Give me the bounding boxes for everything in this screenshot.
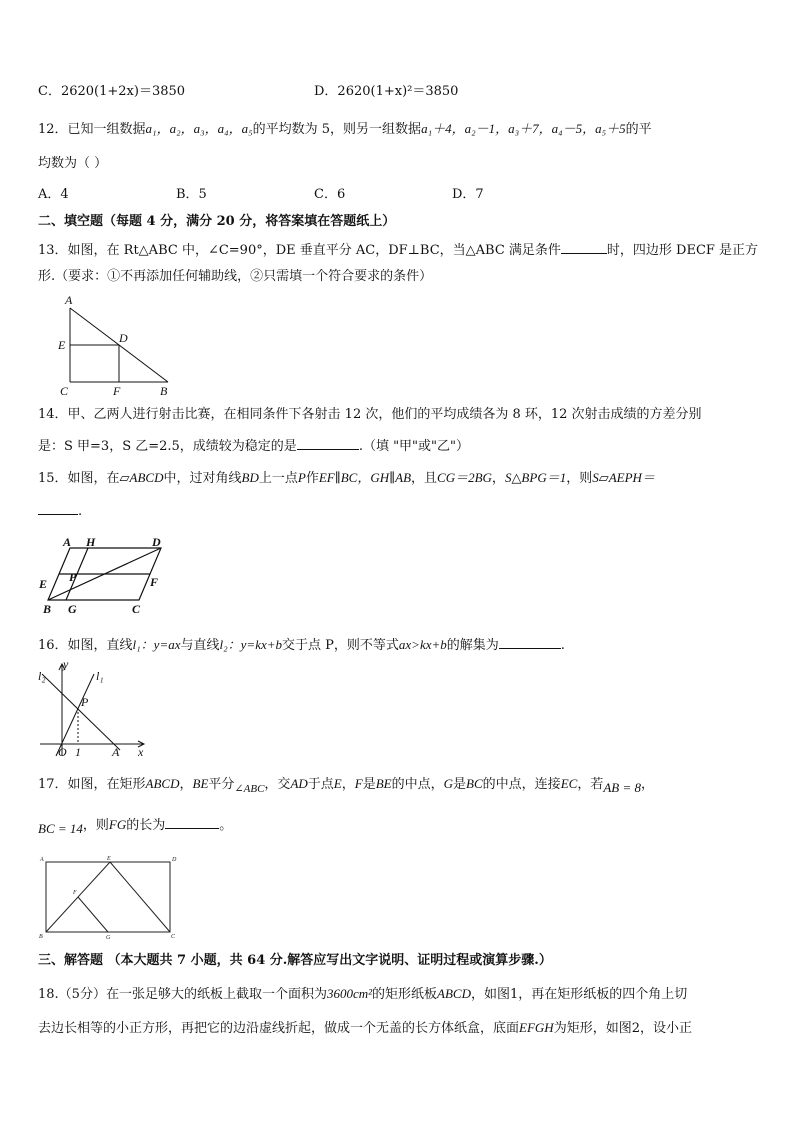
q17-e: E [333,776,342,791]
q12-option-b: B．5 [176,187,207,202]
q15-text-e: ，且 [411,471,438,486]
q18-text-d: 去边长相等的小正方形，再把它的边沿虚线折起，做成一个无盖的长方体纸盒，底面 [38,1021,520,1036]
q17-fg: FG [108,817,127,832]
q18-text-b: 的矩形纸板 [372,987,438,1002]
q18-abcd: ABCD [437,986,471,1001]
q17-ec: EC [560,776,578,791]
q16-l2: l₂：y=kx+b [219,637,283,652]
q17-be2: BE [375,776,392,791]
q15-ef-gh: EF∥BC，GH∥AB [318,470,412,485]
q18-efgh: EFGH [519,1020,554,1035]
q17-bc14: BC = 14 [38,821,83,836]
q15-text-c: 上一点 [258,471,298,486]
q16-line-l2 [42,674,120,750]
q15-figure [36,534,171,618]
q17-text-e: 于点 [307,777,334,792]
q11-option-c: C．2620(1+2x)＝3850 [38,84,186,99]
q15-text-a: 15．如图，在 [38,471,120,486]
q12-data1: a₁，a₂，a₃，a₄，a₅ [145,121,253,136]
q14-text-a: 是：S 甲=3，S 乙=2.5，成绩较为稳定的是 [38,439,297,454]
q17-rectangle [46,862,170,932]
q18-line2 [38,1020,692,1037]
q15-label-e: E [39,577,48,591]
q15-label-p: P [69,570,77,584]
q12-text-a: 12．已知一组数据 [38,122,146,137]
q13-label-e: E [58,338,66,352]
q16-figure [34,658,154,758]
q15-text-b: 中，过对角线 [163,471,242,486]
q15-text-g: ，则 [566,471,593,486]
q13-figure [52,292,182,402]
q17-bc: BC [466,776,483,791]
q17-ab8: AB = 8 [603,780,641,795]
q15-label-f: F [150,575,159,589]
q18-area: 3600cm² [326,986,373,1001]
q15-label-c: C [132,602,141,616]
q13-line2: 形.（要求：①不再添加任何辅助线，②只需填一个符合要求的条件） [38,269,433,284]
q15-label-h: H [86,535,96,549]
q16-answer-blank [499,636,561,649]
q15-s1: S△BPG＝1 [504,470,567,485]
q15-parallelogram: ▱ABCD [119,470,164,485]
q17-g: G [443,776,454,791]
q13-text-a: 13．如图，在 Rt△ABC 中，∠C=90°，DE 垂直平分 AC，DF⊥BC，当△ABC 满足条件 [38,243,561,258]
q17-line-fg [78,897,108,932]
q17-be: BE [192,776,209,791]
q14-text-b: .（填 "甲"或"乙"） [358,439,469,454]
q17-text-h: 的中点， [391,777,444,792]
q17-ad: AD [290,776,308,791]
q17-text-n: 的长为 [126,818,166,833]
q15-line2 [38,502,82,520]
q13-label-c: C [60,384,69,398]
section-3-heading: 三、解答题 （本大题共 7 小题，共 64 分.解答应写出文字说明、证明过程或演算步骤.） [38,953,552,968]
q18-line1 [38,986,687,1003]
q15-bd: BD [241,470,259,485]
q15-text-f: ， [491,471,505,486]
q17-label-b: B [39,934,43,940]
q17-text-d: ，交 [264,777,291,792]
q16-text-a: 16．如图，直线 [38,638,133,653]
q12-text-c: 的平 [625,122,652,137]
q17-label-g: G [106,935,111,941]
q16-label-1: 1 [75,745,81,758]
q17-f: F [354,776,363,791]
q16-label-l2: l₂ [38,669,46,683]
q16-label-p: P [81,695,89,709]
q12-line2: 均数为（ ） [38,156,108,171]
q17-label-c: C [171,934,176,940]
q14-line1: 14．甲、乙两人进行射击比赛，在相同条件下各射击 12 次，他们的平均成绩各为 8 环，12 次射击成绩的方差分别 [38,407,702,422]
q17-text-b: ， [179,777,193,792]
q15-text-d: 作 [305,471,319,486]
q17-text-j: 的中点，连接 [482,777,561,792]
q13-label-d: D [119,331,128,345]
q15-line1 [38,470,655,487]
q17-label-e: E [107,856,111,862]
q13-text-b: 时，四边形 DECF 是正方 [606,243,759,258]
q16-label-a: A [112,745,120,758]
q17-answer-blank [165,816,219,829]
q15-p: P [297,470,306,485]
q17-text-m: ，则 [82,818,109,833]
q17-angle: ∠ABC [234,783,265,795]
q17-text-a: 17．如图，在矩形 [38,777,146,792]
q16-line1 [38,636,565,654]
q16-text-c: 交于点 P，则不等式 [282,638,399,653]
q15-text-end: . [78,504,83,519]
q12-option-d: D．7 [452,187,484,202]
q15-label-g: G [68,602,77,616]
q16-label-y: y [63,658,69,671]
q16-text-b: 与直线 [180,638,220,653]
q12-data2: a₁＋4，a₂－1，a₃＋7，a₄－5，a₅＋5 [421,121,626,136]
q15-label-d: D [152,535,161,549]
q13-answer-blank [561,241,607,254]
q15-label-b: B [43,602,52,616]
q13-label-a: A [65,293,73,307]
q13-line1 [38,241,758,259]
q13-label-f: F [113,384,121,398]
q17-text-g: 是 [362,777,376,792]
q18-text-e: 为矩形，如图2，设小正 [553,1021,692,1036]
q17-line2 [38,816,232,834]
q17-line-ec [110,862,170,932]
q16-label-o: O [58,745,67,758]
q17-text-o: 。 [219,818,233,833]
q12-line1 [38,121,652,138]
q13-label-b: B [160,384,168,398]
q16-text-d: 的解集为 [446,638,499,653]
q17-label-f: F [73,890,77,896]
q15-cg: CG＝2BG [437,470,492,485]
q18-text-a: 18.（5分）在一张足够大的纸板上截取一个面积为 [38,987,327,1002]
q16-label-l1: l₁ [96,669,104,683]
q17-line1 [38,776,654,793]
q17-abcd: ABCD [145,776,180,791]
q14-line2 [38,437,469,455]
q17-text-i: 是 [453,777,467,792]
q16-l1: l₁：y=ax [132,637,181,652]
q12-option-c: C．6 [314,187,346,202]
q16-text-e: . [560,638,565,653]
q17-text-f: ， [341,777,355,792]
q17-text-c: 平分 [208,777,235,792]
q17-text-l: ， [640,777,654,792]
q16-inequality: ax>kx+b [398,637,447,652]
q15-label-a: A [63,535,72,549]
q15-s2: S▱AEPH＝ [592,470,655,485]
q17-label-a: A [40,857,44,863]
q11-option-d: D．2620(1+x)²＝3850 [314,84,459,99]
section-2-heading: 二、填空题（每题 4 分，满分 20 分，将答案填在答题纸上） [38,214,396,229]
q18-text-c: ，如图1，再在矩形纸板的四个角上切 [470,987,688,1002]
q17-text-k: ，若 [577,777,604,792]
q17-label-d: D [172,857,177,863]
q15-answer-blank [38,502,78,515]
q16-label-x: x [138,745,144,758]
q17-figure [36,852,186,942]
q12-option-a: A．4 [38,187,69,202]
q14-answer-blank [297,437,359,450]
q12-text-b: 的平均数为 5，则另一组数据 [252,122,422,137]
